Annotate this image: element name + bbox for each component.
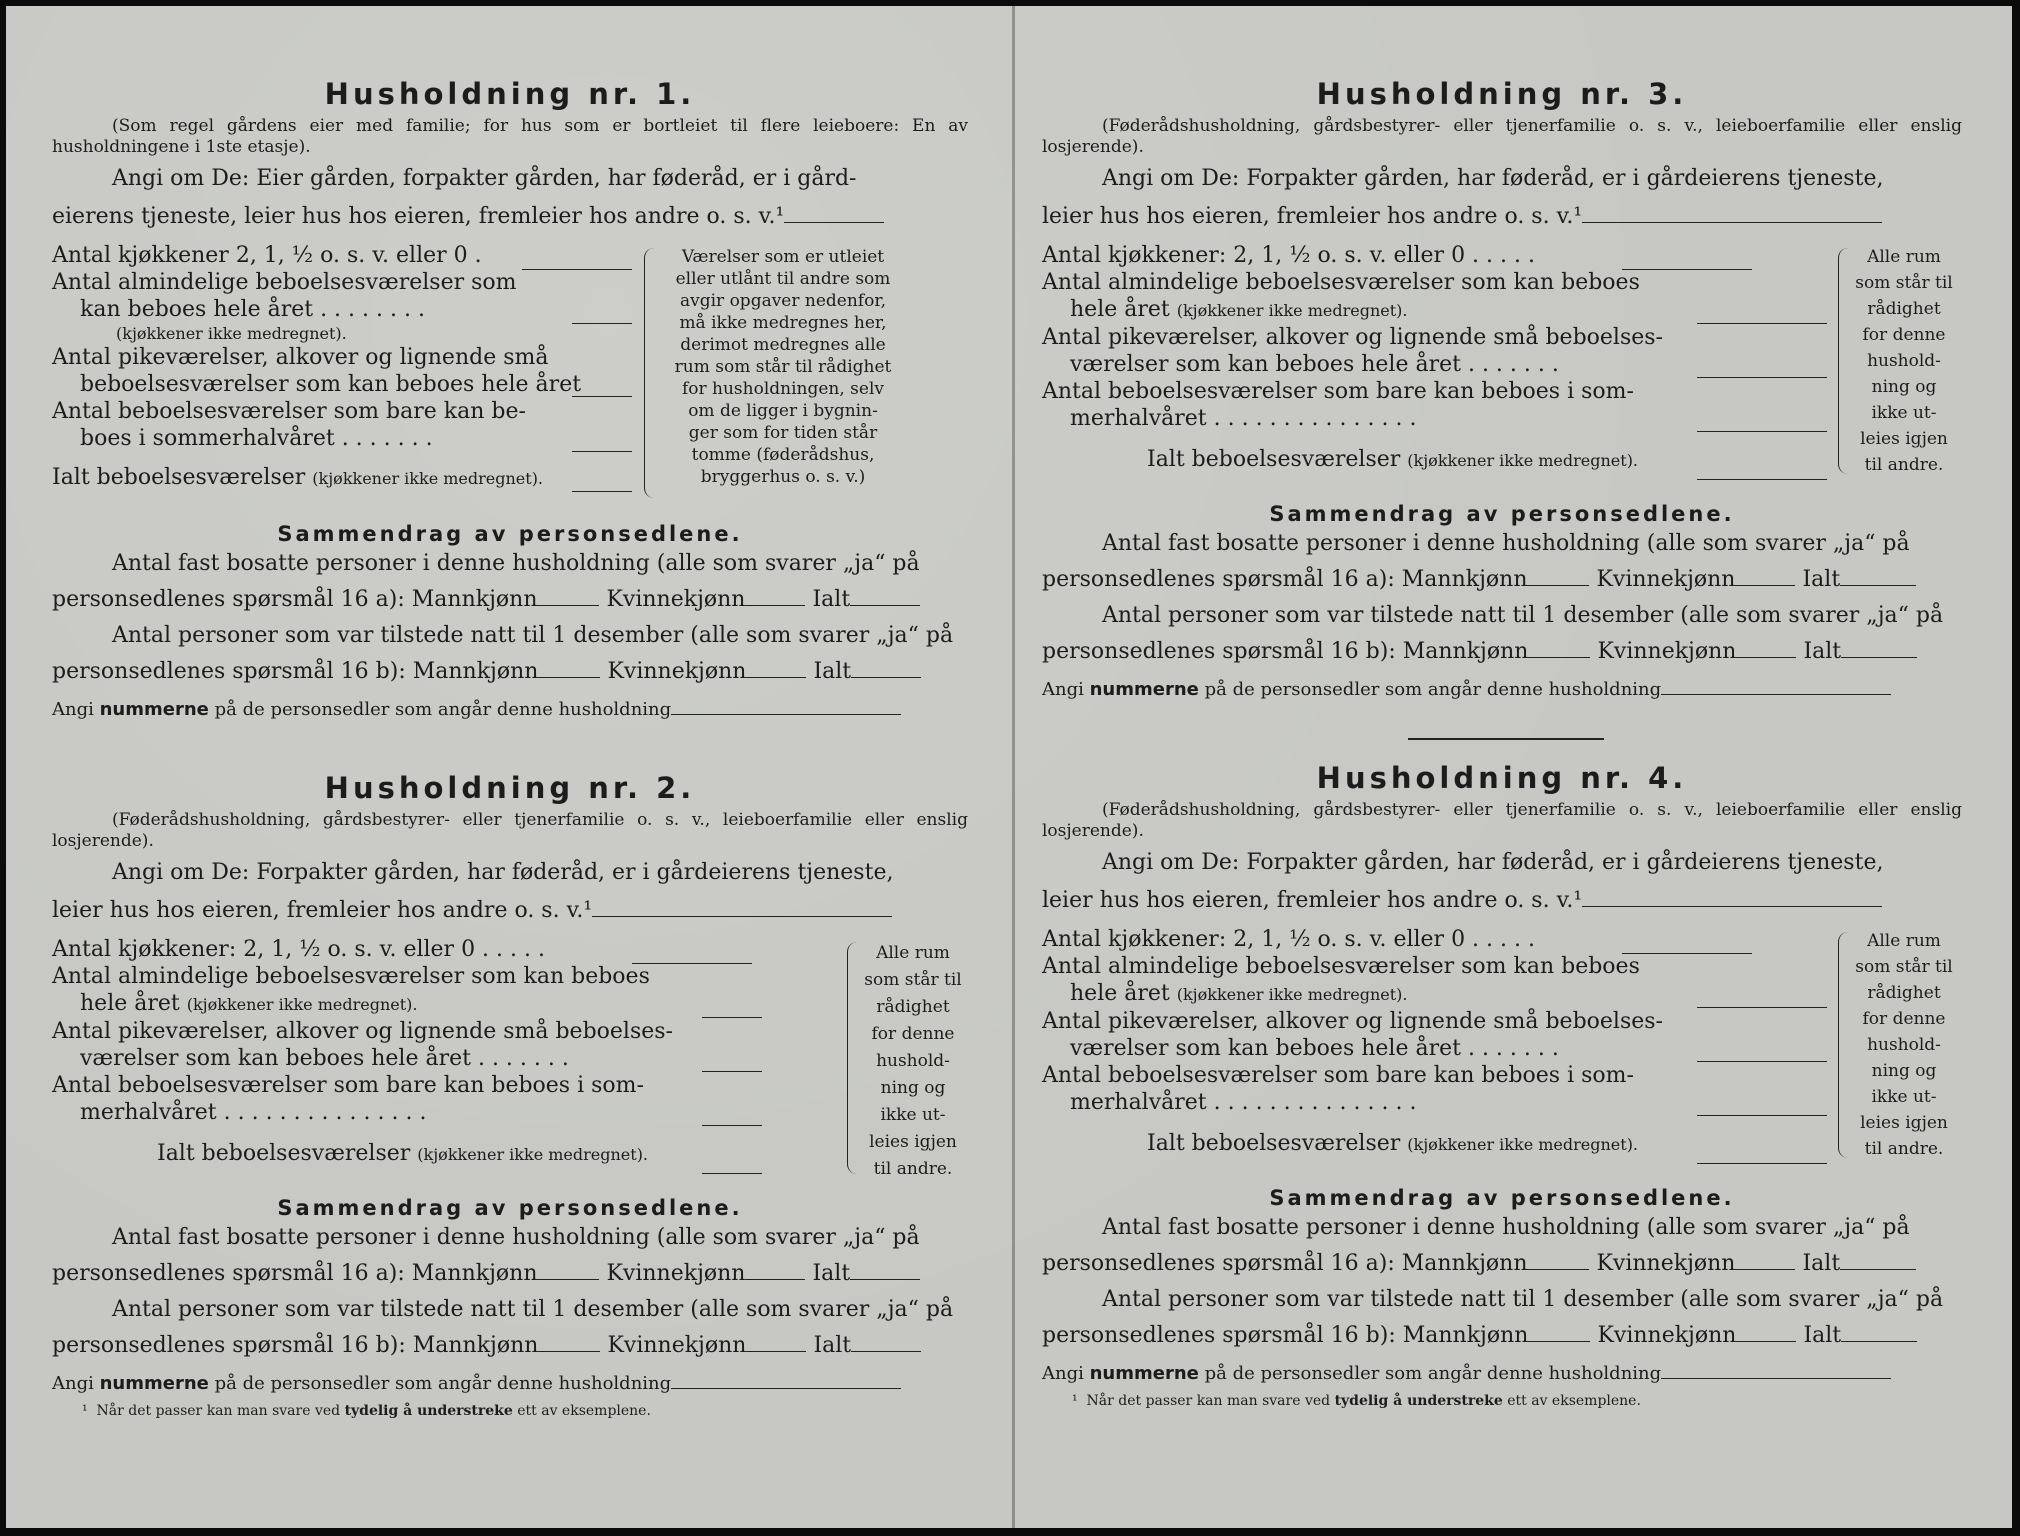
h1-kitchens-row: Antal kjøkkener 2, 1, ½ o. s. v. eller 0 . — [52, 243, 482, 268]
h4-summary-title: Sammendrag av personsedlene. — [1269, 1186, 1735, 1210]
h3-total-answer[interactable] — [1697, 478, 1827, 480]
right-footnote: ¹ Når det passer kan man svare ved tydelig å understreke ett av eksemplene. — [1072, 1393, 1641, 1409]
h1-brace — [644, 248, 655, 498]
h2-summary-title: Sammendrag av personsedlene. — [277, 1196, 743, 1220]
h2-ordinary-rooms-row: Antal almindelige beboelsesværelser som kan beboes — [52, 964, 650, 989]
household-3-angi-line1: Angi om De: Forpakter gården, har føderåd, er i gårdeierens tjeneste, — [1102, 166, 1884, 191]
household-1-angi-line2 — [52, 198, 968, 236]
household-2 — [52, 770, 968, 1420]
h1-total-row: Ialt beboelsesværelser (kjøkkener ikke medregnet). — [52, 465, 544, 490]
h1-ordinary-rooms-row: Antal almindelige beboelsesværelser som — [52, 270, 517, 295]
household-1-room-counts: Antal kjøkkener 2, 1, ½ o. s. v. eller 0 . Antal almindelige beboelsesværelser som kan beboes hele året . . . . . . . . (kjøkkener ikke medregnet). Antal pikeværelser, alkover og lignende små beboelsesværelser som kan beboes hele året Antal beboelsesværelser som bare kan be- boes i sommerhalvåret . . . . . . . Ialt beboelsesværelser (kjøkkener ikke medregnet). Værelser som er utleiet eller utlånt til andre som avgir opgaver nedenfor, må ikke medregnes her, derimot medregnes alle rum som står til rådighet for husholdningen, selv om de ligger i bygnin- ger som for tiden står tomme (føderådshus, bryggerhus o. s. v.) — [52, 242, 968, 522]
h2-brace — [847, 942, 858, 1174]
page-fold — [1012, 6, 1015, 1528]
household-4-angi-line2: leier hus hos eieren, fremleier hos andre o. s. v.¹ — [1042, 882, 1962, 920]
h4-maid-answer[interactable] — [1697, 1060, 1827, 1062]
household-3-angi-answer-line[interactable] — [1582, 216, 1882, 223]
household-4 — [1042, 760, 1962, 1410]
h3-summer-answer[interactable] — [1697, 430, 1827, 432]
h2-brace-note: Alle rum som står til rådighet for denne hushold- ning og ikke ut- leies igjen til andre. — [864, 943, 962, 1179]
household-3 — [1042, 76, 1962, 702]
h1-fast-line1: Antal fast bosatte personer i denne husholdning (alle som svarer „ja“ på — [112, 551, 920, 576]
household-2-angi-answer-line[interactable] — [592, 910, 892, 917]
h1-tilst-line2: personsedlenes spørsmål 16 b): Mannkjønn Kvinnekjønn Ialt — [52, 654, 968, 690]
divider-rule — [1408, 738, 1604, 740]
h4-total-answer[interactable] — [1697, 1162, 1827, 1164]
household-1-angi-answer-line[interactable] — [784, 216, 884, 223]
h1-maid-rooms-row: Antal pikeværelser, alkover og lignende små — [52, 345, 549, 370]
h4-total-row: Ialt beboelsesværelser (kjøkkener ikke medregnet). — [1147, 1131, 1639, 1156]
household-4-angi-answer-line[interactable] — [1582, 900, 1882, 907]
h4-summer-answer[interactable] — [1697, 1114, 1827, 1116]
household-4-note: (Føderådshusholdning, gårdsbestyrer- eller tjenerfamilie o. s. v., leieboerfamilie eller enslig losjerende). — [1042, 800, 1962, 841]
household-4-room-counts: Antal kjøkkener: 2, 1, ½ o. s. v. eller 0 . . . . . Antal almindelige beboelsesværelser som kan beboes hele året (kjøkkener ikke medregnet). Antal pikeværelser, alkover og lignende små beboelses- værelser som kan beboes hele året . . . . . . . Antal beboelsesværelser som bare kan beboes i som- merhalvåret . . . . . . . . . . . . . . . Ialt beboelsesværelser (kjøkkener ikke medregnet). Alle rum som står til rådighet for denne hushold- ning og ikke ut- leies igjen til andre. — [1042, 926, 1962, 1162]
h3-fast-line1: Antal fast bosatte personer i denne husholdning (alle som svarer „ja“ på — [1102, 531, 1910, 556]
h4-ordinary-rooms-row: Antal almindelige beboelsesværelser som kan beboes — [1042, 954, 1640, 979]
h4-maid-rooms-row: Antal pikeværelser, alkover og lignende små beboelses- — [1042, 1009, 1663, 1034]
household-4-angi-line1: Angi om De: Forpakter gården, har føderåd, er i gårdeierens tjeneste, — [1102, 850, 1884, 875]
h2-maid-rooms-row: Antal pikeværelser, alkover og lignende små beboelses- — [52, 1019, 673, 1044]
household-1-angi-line1: Angi om De: Eier gården, forpakter gården, har føderåd, er i gård- — [112, 166, 857, 191]
h3-kitchens-answer[interactable] — [1622, 268, 1752, 270]
household-2-room-counts: Antal kjøkkener: 2, 1, ½ o. s. v. eller 0 . . . . . Antal almindelige beboelsesværelser som kan beboes hele året (kjøkkener ikke medregnet). Antal pikeværelser, alkover og lignende små beboelses- værelser som kan beboes hele året . . . . . . . Antal beboelsesværelser som bare kan beboes i som- merhalvåret . . . . . . . . . . . . . . . Ialt beboelsesværelser (kjøkkener ikke medregnet). Alle rum som står til rådighet for denne hushold- ning og ikke ut- leies igjen til andre. — [52, 936, 968, 1172]
h2-total-row: Ialt beboelsesværelser (kjøkkener ikke medregnet). — [157, 1141, 649, 1166]
h1-maid-answer[interactable] — [572, 395, 632, 397]
h2-summer-rooms-row: Antal beboelsesværelser som bare kan beboes i som- — [52, 1073, 644, 1098]
h1-total-answer[interactable] — [572, 490, 632, 492]
household-1-angi-text: eierens tjeneste, leier hus hos eieren, fremleier hos andre o. s. v.¹ — [52, 204, 785, 229]
h4-tilst-line2: personsedlenes spørsmål 16 b): Mannkjønn Kvinnekjønn Ialt — [1042, 1318, 1962, 1354]
h3-kitchens-row: Antal kjøkkener: 2, 1, ½ o. s. v. eller 0 . . . . . — [1042, 243, 1535, 268]
household-3-room-counts: Antal kjøkkener: 2, 1, ½ o. s. v. eller 0 . . . . . Antal almindelige beboelsesværelser som kan beboes hele året (kjøkkener ikke medregnet). Antal pikeværelser, alkover og lignende små beboelses- værelser som kan beboes hele året . . . . . . . Antal beboelsesværelser som bare kan beboes i som- merhalvåret . . . . . . . . . . . . . . . Ialt beboelsesværelser (kjøkkener ikke medregnet). Alle rum som står til rådighet for denne hushold- ning og ikke ut- leies igjen til andre. — [1042, 242, 1962, 482]
household-3-title: Husholdning nr. 3. — [1316, 77, 1688, 111]
household-3-angi-line2: leier hus hos eieren, fremleier hos andre o. s. v.¹ — [1042, 198, 1962, 236]
h2-ordinary-answer[interactable] — [702, 1016, 762, 1018]
left-footnote: ¹ Når det passer kan man svare ved tydelig å understreke ett av eksemplene. — [82, 1403, 651, 1419]
h1-summer-answer[interactable] — [572, 450, 632, 452]
h1-numbers-line: Angi nummerne på de personsedler som angår denne husholdning — [52, 698, 968, 722]
household-4-title: Husholdning nr. 4. — [1316, 761, 1688, 795]
household-2-note: (Føderådshusholdning, gårdsbestyrer- eller tjenerfamilie o. s. v., leieboerfamilie eller enslig losjerende). — [52, 810, 968, 851]
h3-summer-rooms-row: Antal beboelsesværelser som bare kan beboes i som- — [1042, 379, 1634, 404]
h3-fast-line2: personsedlenes spørsmål 16 a): Mannkjønn Kvinnekjønn Ialt — [1042, 562, 1962, 598]
h2-kitchens-row: Antal kjøkkener: 2, 1, ½ o. s. v. eller 0 . . . . . — [52, 937, 545, 962]
h2-total-answer[interactable] — [702, 1172, 762, 1174]
h2-tilst-line1: Antal personer som var tilstede natt til 1 desember (alle som svarer „ja“ på — [112, 1297, 954, 1322]
h4-kitchens-row: Antal kjøkkener: 2, 1, ½ o. s. v. eller 0 . . . . . — [1042, 927, 1535, 952]
right-page — [1042, 0, 1962, 1522]
h4-fast-line2: personsedlenes spørsmål 16 a): Mannkjønn Kvinnekjønn Ialt — [1042, 1246, 1962, 1282]
household-2-angi-line1: Angi om De: Forpakter gården, har føderåd, er i gårdeierens tjeneste, — [112, 860, 894, 885]
h2-tilst-line2: personsedlenes spørsmål 16 b): Mannkjønn Kvinnekjønn Ialt — [52, 1328, 968, 1364]
h3-ordinary-rooms-row: Antal almindelige beboelsesværelser som kan beboes — [1042, 270, 1640, 295]
h3-tilst-line1: Antal personer som var tilstede natt til 1 desember (alle som svarer „ja“ på — [1102, 603, 1944, 628]
left-page — [52, 0, 968, 1522]
h3-maid-answer[interactable] — [1697, 376, 1827, 378]
h3-numbers-line: Angi nummerne på de personsedler som angår denne husholdning — [1042, 678, 1962, 702]
h3-ordinary-answer[interactable] — [1697, 322, 1827, 324]
h2-summer-answer[interactable] — [702, 1124, 762, 1126]
household-2-angi-line2: leier hus hos eieren, fremleier hos andre o. s. v.¹ — [52, 892, 968, 930]
h2-fast-line1: Antal fast bosatte personer i denne husholdning (alle som svarer „ja“ på — [112, 1225, 920, 1250]
h3-tilst-line2: personsedlenes spørsmål 16 b): Mannkjønn Kvinnekjønn Ialt — [1042, 634, 1962, 670]
h3-summary-title: Sammendrag av personsedlene. — [1269, 502, 1735, 526]
h1-fast-line2: personsedlenes spørsmål 16 a): Mannkjønn Kvinnekjønn Ialt — [52, 582, 968, 618]
h4-summer-rooms-row: Antal beboelsesværelser som bare kan beboes i som- — [1042, 1063, 1634, 1088]
h4-tilst-line1: Antal personer som var tilstede natt til 1 desember (alle som svarer „ja“ på — [1102, 1287, 1944, 1312]
h4-ordinary-answer[interactable] — [1697, 1006, 1827, 1008]
h1-summer-rooms-row: Antal beboelsesværelser som bare kan be- — [52, 399, 526, 424]
household-2-title: Husholdning nr. 2. — [324, 771, 696, 805]
h1-tilst-line1: Antal personer som var tilstede natt til 1 desember (alle som svarer „ja“ på — [112, 623, 954, 648]
h4-kitchens-answer[interactable] — [1622, 952, 1752, 954]
h3-total-row: Ialt beboelsesværelser (kjøkkener ikke medregnet). — [1147, 447, 1639, 472]
household-1-note: (Som regel gårdens eier med familie; for hus som er bortleiet til flere leieboere: En av husholdningene i 1ste etasje). — [52, 116, 968, 157]
h3-maid-rooms-row: Antal pikeværelser, alkover og lignende små beboelses- — [1042, 325, 1663, 350]
h2-fast-line2: personsedlenes spørsmål 16 a): Mannkjønn Kvinnekjønn Ialt — [52, 1256, 968, 1292]
h2-maid-answer[interactable] — [702, 1070, 762, 1072]
h4-fast-line1: Antal fast bosatte personer i denne husholdning (alle som svarer „ja“ på — [1102, 1215, 1910, 1240]
h1-kitchens-answer[interactable] — [522, 268, 632, 270]
h2-kitchens-answer[interactable] — [632, 962, 752, 964]
h1-brace-note: Værelser som er utleiet eller utlånt til andre som avgir opgaver nedenfor, må ikke medregnes her, derimot medregnes alle rum som står til rådighet for husholdningen, selv om de ligger i bygnin- ger som for tiden står tomme (føderådshus, bryggerhus o. s. v.) — [674, 247, 892, 487]
household-1 — [52, 76, 968, 722]
household-1-title: Husholdning nr. 1. — [324, 77, 696, 111]
h1-summary-title: Sammendrag av personsedlene. — [277, 522, 743, 546]
h2-numbers-line: Angi nummerne på de personsedler som angår denne husholdning — [52, 1372, 968, 1396]
h4-brace-note: Alle rum som står til rådighet for denne hushold- ning og ikke ut- leies igjen til andre. — [1855, 931, 1953, 1159]
h1-ordinary-answer[interactable] — [572, 322, 632, 324]
h3-brace-note: Alle rum som står til rådighet for denne hushold- ning og ikke ut- leies igjen til andre. — [1855, 247, 1953, 475]
h4-numbers-line: Angi nummerne på de personsedler som angår denne husholdning — [1042, 1362, 1962, 1386]
household-3-note: (Føderådshusholdning, gårdsbestyrer- eller tjenerfamilie o. s. v., leieboerfamilie eller enslig losjerende). — [1042, 116, 1962, 157]
